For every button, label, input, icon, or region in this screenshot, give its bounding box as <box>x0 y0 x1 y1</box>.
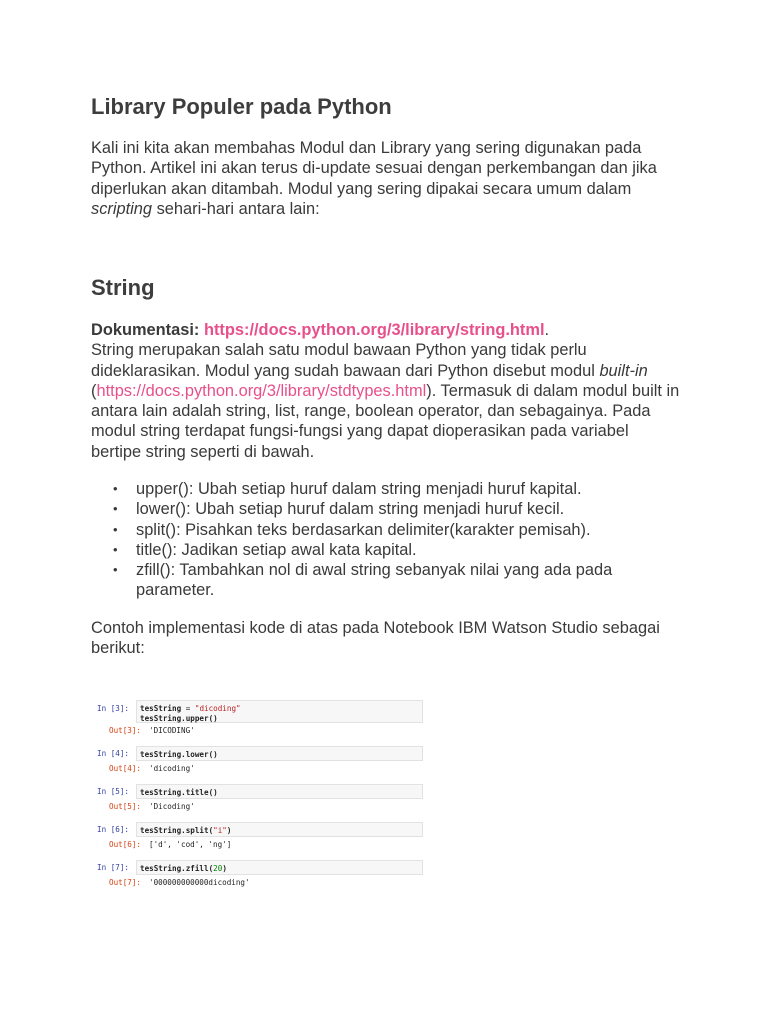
list-item-upper: • upper(): Ubah setiap huruf dalam string menjadi huruf kapital. <box>136 479 681 499</box>
code-line: tesString.lower() <box>140 750 218 759</box>
output-row <box>91 837 423 851</box>
intro-text-end: sehari-hari antara lain: <box>152 199 320 218</box>
out-prompt: Out[7]: <box>109 878 142 887</box>
out-prompt: Out[6]: <box>109 840 142 849</box>
input-row <box>91 746 423 761</box>
notebook-cell <box>91 860 423 889</box>
function-list <box>91 479 681 601</box>
out-prompt: Out[4]: <box>109 764 142 773</box>
output-row <box>91 799 423 813</box>
code-cell <box>136 822 423 837</box>
in-prompt: In [7]: <box>97 863 130 872</box>
documentation-link[interactable]: https://docs.python.org/3/library/string.html <box>203 321 545 339</box>
notebook-cell <box>91 700 423 737</box>
code-cell <box>136 700 423 723</box>
list-item-split: • split(): Pisahkan teks berdasarkan delimiter(karakter pemisah). <box>136 520 681 540</box>
input-row <box>91 860 423 875</box>
stdtypes-link[interactable]: https://docs.python.org/3/library/stdtypes.html <box>96 381 427 400</box>
in-prompt: In [5]: <box>97 787 130 796</box>
code-operator: = <box>181 704 195 713</box>
list-item-zfill: • zfill(): Tambahkan nol di awal string sebanyak nilai yang ada pada parameter. <box>136 560 681 601</box>
string-description: String merupakan salah satu modul bawaan Python yang tidak perlu dideklarasikan. Modul yang sudah bawaan dari Python disebut modul <box>91 341 600 380</box>
notebook-cell <box>91 822 423 851</box>
cell-output: ['d', 'cod', 'ng'] <box>149 840 232 849</box>
code-cell <box>136 860 423 875</box>
input-row <box>91 822 423 837</box>
code-line: tesString.zfill( <box>140 864 214 873</box>
cell-output: 'dicoding' <box>149 764 195 773</box>
output-row <box>91 875 423 889</box>
paren-open: ( <box>91 381 97 400</box>
code-cell <box>136 746 423 761</box>
intro-text: Kali ini kita akan membahas Modul dan Library yang sering digunakan pada Python. Artikel ini akan terus di-update sesuai dengan perkembangan dan jika diperlukan akan ditambah. Modul yang sering dipakai secara umum dalam <box>91 139 657 198</box>
notebook-cell <box>91 746 423 775</box>
in-prompt: In [4]: <box>97 749 130 758</box>
in-prompt: In [6]: <box>97 825 130 834</box>
out-prompt: Out[5]: <box>109 802 142 811</box>
string-description-end: ). Termasuk di dalam modul built in antara lain adalah string, list, range, boolean operator, dan sebagainya. Pada modul string terdapat fungsi-fungsi yang dapat dioperasikan pada variabel bertipe string seperti di bawah. <box>91 381 680 461</box>
out-prompt: Out[3]: <box>109 726 142 735</box>
code-variable: tesString <box>140 704 182 713</box>
documentation-label: Dokumentasi: <box>91 321 204 339</box>
output-row <box>91 761 423 775</box>
documentation-period: . <box>544 321 550 339</box>
notebook-cell <box>91 784 423 813</box>
documentation-paragraph <box>91 320 681 462</box>
code-string: "i" <box>213 826 227 835</box>
builtin-italic: built-in <box>599 361 648 380</box>
code-cell <box>136 784 423 799</box>
list-item-lower: • lower(): Ubah setiap huruf dalam string menjadi huruf kecil. <box>136 499 681 519</box>
example-paragraph: Contoh implementasi kode di atas pada Notebook IBM Watson Studio sebagai berikut: <box>91 619 660 658</box>
section-heading-string: String <box>91 275 155 300</box>
cell-output: 'Dicoding' <box>149 802 195 811</box>
code-string: "dicoding" <box>194 704 241 713</box>
intro-italic: scripting <box>91 199 153 218</box>
cell-output: 'DICODING' <box>149 726 195 735</box>
list-item-title: • title(): Jadikan setiap awal kata kapital. <box>136 540 681 560</box>
code-line: tesString.split( <box>140 826 214 835</box>
code-line: tesString.upper() <box>140 713 218 723</box>
input-row <box>91 784 423 799</box>
intro-paragraph <box>91 138 681 219</box>
code-line-end: ) <box>226 826 232 835</box>
input-row <box>91 700 423 723</box>
output-row <box>91 723 423 737</box>
code-number: 20 <box>213 864 223 873</box>
notebook-screenshot <box>91 697 423 892</box>
code-line: tesString.title() <box>140 788 218 797</box>
page-title: Library Populer pada Python <box>91 94 392 119</box>
in-prompt: In [3]: <box>97 704 130 713</box>
code-line-end: ) <box>222 864 227 873</box>
cell-output: '000000000000dicoding' <box>149 878 250 887</box>
